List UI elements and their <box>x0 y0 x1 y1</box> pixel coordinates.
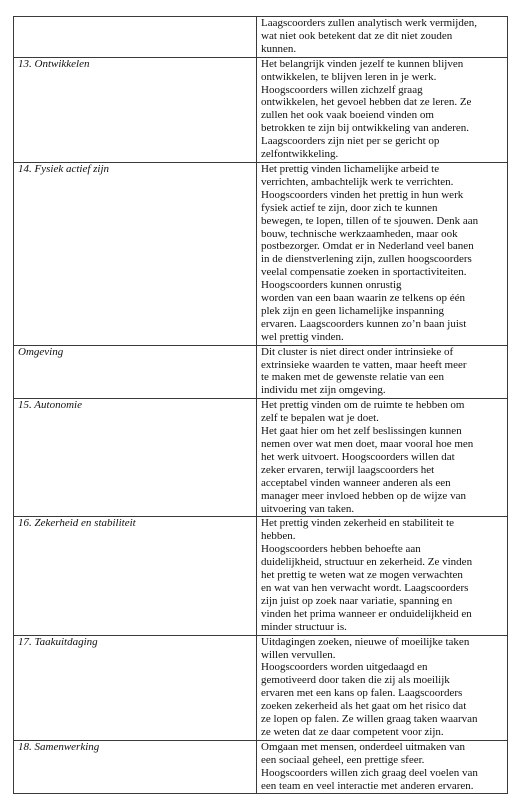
description-line: veelal compensatie zoeken in sportactiviteiten. <box>261 266 467 279</box>
description-line: gemotiveerd door taken die zij als moeilijk <box>261 674 450 687</box>
description-line: Het belangrijk vinden jezelf te kunnen blijven <box>261 57 464 70</box>
description-line: kunnen. <box>261 42 297 55</box>
table-row <box>14 517 508 635</box>
row-description <box>257 399 508 517</box>
description-line: Uitdagingen zoeken, nieuwe of moeilijke taken <box>261 635 470 648</box>
row-label: 17. Taakuitdaging <box>14 635 257 740</box>
table-row <box>14 399 508 517</box>
description-line: het prettig te weten wat ze mogen verwachten <box>261 569 463 582</box>
description-line: worden van een baan waarin ze telkens op één <box>261 292 466 305</box>
row-label: 15. Autonomie <box>14 399 257 517</box>
description-line: willen vervullen. <box>261 648 336 661</box>
description-line: Hoogscoorders hebben behoefte aan <box>261 543 421 556</box>
description-line: manager meer invloed hebben op de wijze van <box>261 489 466 502</box>
description-line: in de dienstverlening zijn, zullen hoogscoorders <box>261 253 472 266</box>
description-line: te maken met de gewenste relatie van een <box>261 371 444 384</box>
row-description <box>257 345 508 399</box>
description-line: minder structuur is. <box>261 620 347 633</box>
description-line: Het prettig vinden zekerheid en stabiliteit te <box>261 517 455 530</box>
description-line: extrinsieke waarden te vatten, maar heeft meer <box>261 358 467 371</box>
row-description <box>257 517 508 635</box>
row-description <box>257 57 508 162</box>
row-description <box>257 740 508 794</box>
table-row <box>14 635 508 740</box>
row-label: 16. Zekerheid en stabiliteit <box>14 517 257 635</box>
table-row <box>14 57 508 162</box>
description-line: zijn juist op zoek naar variatie, spanning en <box>261 594 453 607</box>
description-line: vinden het prima wanneer er onduidelijkheid en <box>261 607 472 620</box>
values-table <box>13 16 508 794</box>
description-line: Laagscoorders zijn niet per se gericht op <box>261 135 440 148</box>
description-line: duidelijkheid, structuur en zekerheid. Ze vinden <box>261 556 473 569</box>
description-line: nemen over wat men doet, maar vooral hoe men <box>261 438 474 450</box>
description-line: uitvoering van taken. <box>261 502 355 515</box>
description-line: wat niet ook betekent dat ze dit niet zouden <box>261 29 453 42</box>
description-line: Dit cluster is niet direct onder intrinsieke of <box>261 345 454 358</box>
description-line: verrichten, ambachtelijk werk te verrichten. <box>261 175 454 188</box>
description-line: Hoogscoorders worden uitgedaagd en <box>261 661 428 674</box>
description-line: zeker ervaren, terwijl laagscoorders het <box>261 463 435 476</box>
description-line: Het gaat hier om het zelf beslissingen kunnen <box>261 425 462 438</box>
description-line: zullen het ook vaak boeiend vinden om <box>261 109 434 122</box>
table-row <box>14 740 508 794</box>
description-line: individu met zijn omgeving. <box>261 384 386 397</box>
description-line: fysiek actief te zijn, door zich te kunnen <box>261 201 438 214</box>
description-line: postbezorger. Omdat er in Nederland veel banen <box>261 240 474 253</box>
description-line: en wat van hen verwacht wordt. Laagscoorders <box>261 581 469 594</box>
description-line: zoeken zekerheid als het gaat om het risico dat <box>261 700 467 713</box>
description-line: Laagscoorders zullen analytisch werk vermijden, <box>261 17 477 29</box>
row-label: 14. Fysiek actief zijn <box>14 162 257 345</box>
table-body <box>14 17 508 794</box>
description-line: Hoogscoorders willen zichzelf graag <box>261 83 423 96</box>
description-line: een sociaal geheel, een prettige sfeer. <box>261 753 425 766</box>
row-description <box>257 17 508 58</box>
description-line: Het prettig vinden om de ruimte te hebben om <box>261 399 465 412</box>
row-label: 13. Ontwikkelen <box>14 57 257 162</box>
description-line: een team en veel interactie met anderen ervaren. <box>261 779 474 792</box>
description-line: ontwikkelen, te blijven leren in je werk. <box>261 70 437 83</box>
table-row <box>14 17 508 58</box>
description-line: acceptabel vinden wanneer anderen als een <box>261 476 451 489</box>
description-line: zelf te bepalen wat je doet. <box>261 412 379 425</box>
table-row <box>14 162 508 345</box>
row-label: Omgeving <box>14 345 257 399</box>
description-line: ontwikkelen, het gevoel hebben dat ze leren. Ze <box>261 96 472 109</box>
description-line: wel prettig vinden. <box>261 330 344 343</box>
description-line: plek zijn en geen lichamelijke inspanning <box>261 304 444 317</box>
description-line: zelfontwikkeling. <box>261 148 339 161</box>
row-description <box>257 635 508 740</box>
description-line: ze weten dat ze daar competent voor zijn. <box>261 725 444 738</box>
row-label: 18. Samenwerking <box>14 740 257 794</box>
description-line: ervaren met een kans op falen. Laagscoorders <box>261 687 463 700</box>
description-line: Hoogscoorders kunnen onrustig <box>261 279 402 292</box>
description-line: hebben. <box>261 530 296 543</box>
description-line: bewegen, te lopen, tillen of te sjouwen. Denk aan <box>261 214 479 227</box>
description-line: het werk uitvoert. Hoogscoorders willen dat <box>261 450 455 463</box>
table-row <box>14 345 508 399</box>
description-line: Het prettig vinden lichamelijke arbeid te <box>261 162 440 175</box>
row-description <box>257 162 508 345</box>
description-line: Hoogscoorders vinden het prettig in hun werk <box>261 188 464 201</box>
description-line: ze lopen op falen. Ze willen graag taken waarvan <box>261 713 478 726</box>
row-label <box>14 17 257 58</box>
description-line: betrokken te zijn bij ontwikkeling van anderen. <box>261 122 470 135</box>
description-line: ervaren. Laagscoorders kunnen zo’n baan juist <box>261 317 467 330</box>
description-line: Omgaan met mensen, onderdeel uitmaken van <box>261 740 466 753</box>
description-line: bouw, technische werkzaamheden, maar ook <box>261 227 458 240</box>
description-line: Hoogscoorders willen zich graag deel voelen van <box>261 766 478 779</box>
